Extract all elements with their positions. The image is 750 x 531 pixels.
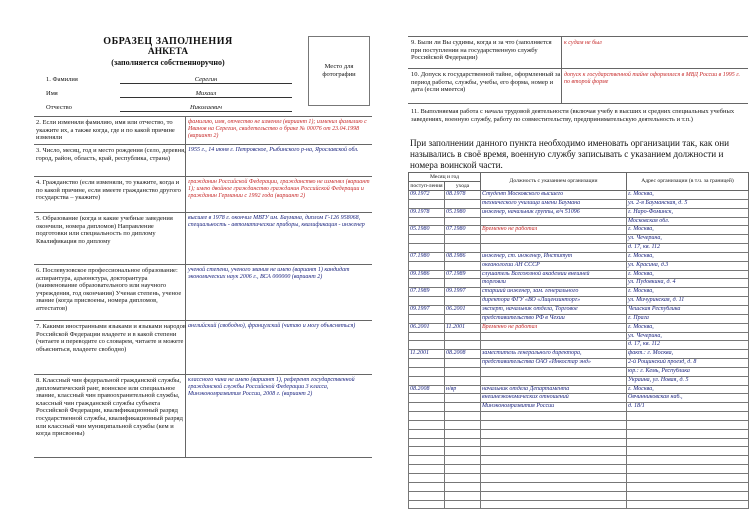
start-date-cell [409, 412, 445, 421]
end-date-cell [445, 420, 481, 429]
position-cell: начальник отдела Департамента [481, 385, 627, 394]
question-answer: допуск к государственной тайне оформлялся в МВД России в 1995 г. по второй форме [564, 72, 741, 86]
position-cell [481, 429, 627, 438]
table-row [409, 500, 749, 509]
start-date-cell [409, 500, 445, 509]
address-cell: г. Москва, [627, 288, 749, 297]
question-education [34, 212, 372, 264]
start-date-cell: 06.2001 [409, 323, 445, 332]
table-row [409, 244, 749, 253]
table-row [409, 341, 749, 350]
position-cell [481, 235, 627, 244]
table-row [409, 482, 749, 491]
address-cell: г. Москва, [627, 385, 749, 394]
patronymic-value: Николаевич [120, 104, 292, 112]
end-date-cell [445, 244, 481, 253]
start-date-cell [409, 244, 445, 253]
end-date-cell [445, 376, 481, 385]
position-cell: океанологии АН СССР [481, 261, 627, 270]
position-cell [481, 456, 627, 465]
end-date-cell [445, 261, 481, 270]
question-work-history: 11. Выполняемая работа с начала трудовой деятельности (включая учебу в высших и средних специальных учебных заведениях, военную службу, работу по совместительству, предпринимательскую деятельность и т.п.) [411, 108, 735, 123]
table-row [409, 279, 749, 288]
end-date-cell [445, 367, 481, 376]
header-end: ухода [445, 182, 481, 191]
question-answer: английский (свободно), французский (читаю и могу объясняться) [188, 323, 356, 329]
end-date-cell [445, 297, 481, 306]
question-name-change [34, 116, 372, 144]
end-date-cell [445, 447, 481, 456]
table-row [409, 456, 749, 465]
end-date-cell [445, 412, 481, 421]
position-cell [481, 367, 627, 376]
patronymic-label: Отчество [46, 104, 72, 111]
address-cell: Московская обл. [627, 217, 749, 226]
end-date-cell [445, 491, 481, 500]
address-cell [627, 456, 749, 465]
position-cell: Минэкономразвития России [481, 403, 627, 412]
table-row [409, 288, 749, 297]
question-postgraduate [34, 264, 372, 320]
form-note: (заполняется собственноручно) [111, 58, 225, 67]
instruction-note: При заполнении данного пункта необходимо именовать организации так, как они назывались в своё время, военную службу записывать с указанием должности и номера воинской части. [410, 138, 730, 170]
table-row [409, 412, 749, 421]
address-cell: Украина, ул. Новая, д. 5 [627, 376, 749, 385]
first-name-value: Михаил [120, 90, 292, 98]
start-date-cell: 09.1972 [409, 191, 445, 200]
address-cell: Овчинниковская наб., [627, 394, 749, 403]
end-date-cell [445, 199, 481, 208]
position-cell [481, 500, 627, 509]
address-cell [627, 420, 749, 429]
address-cell: ул. Чечерина, [627, 235, 749, 244]
position-cell [481, 341, 627, 350]
photo-placeholder: Место для фотографии [308, 36, 370, 106]
question-label: 4. Гражданство (если изменяли, то укажите, когда и по какой причине, если имеете гражданство другого государства – укажите) [36, 179, 181, 202]
start-date-cell [409, 367, 445, 376]
table-row [409, 438, 749, 447]
question-label: 6. Послевузовское профессиональное образование: аспирантура, адъюнктура, докторантура (наименование образовательного или научного учреждения, год окончания) Ученая степень, ученое звание (когда присвоены, номера дипломов, аттестатов) [36, 267, 182, 312]
start-date-cell [409, 465, 445, 474]
address-cell: г. Москва, [627, 191, 749, 200]
table-row [409, 367, 749, 376]
address-cell: г. Москва, [627, 270, 749, 279]
header-start: поступ-ления [410, 182, 443, 189]
table-row [409, 359, 749, 368]
end-date-cell [445, 456, 481, 465]
question-class-rank [34, 374, 372, 458]
start-date-cell [409, 261, 445, 270]
address-cell: г. Москва, [627, 323, 749, 332]
question-label: 9. Были ли Вы судимы, когда и за что (заполняется при поступлении на государственную службу Российской Федерации) [411, 39, 552, 62]
position-cell [481, 465, 627, 474]
table-row [409, 491, 749, 500]
question-label: 2. Если изменяли фамилию, имя или отчество, то укажите их, а также когда, где и по какой причине изменяли [36, 119, 175, 142]
end-date-cell: 07.1989 [445, 270, 481, 279]
start-date-cell: 11.2001 [409, 350, 445, 359]
position-cell: Студент Московского высшего [481, 191, 627, 200]
end-date-cell [445, 314, 481, 323]
position-cell: Временно не работал [481, 226, 627, 235]
position-cell: слушатель Всесоюзной академии внешней [481, 270, 627, 279]
start-date-cell [409, 376, 445, 385]
address-cell [627, 465, 749, 474]
end-date-cell [445, 235, 481, 244]
start-date-cell: 09.1986 [409, 270, 445, 279]
start-date-cell [409, 235, 445, 244]
table-row [409, 394, 749, 403]
end-date-cell [445, 482, 481, 491]
question-answer: ученой степени, ученого звания не имею (вариант 1) кандидат экономических наук 2006 г., ВСА 000000 (вариант 2) [188, 267, 350, 281]
end-date-cell [445, 341, 481, 350]
end-date-cell [445, 403, 481, 412]
start-date-cell [409, 491, 445, 500]
address-cell: ул. Чечерина, [627, 332, 749, 341]
table-row [409, 208, 749, 217]
position-cell [481, 438, 627, 447]
start-date-cell [409, 394, 445, 403]
end-date-cell [445, 394, 481, 403]
start-date-cell [409, 279, 445, 288]
first-name-label: Имя [46, 90, 58, 97]
table-row [409, 235, 749, 244]
address-cell: ул. 2-я Бауманская, д. 5 [627, 199, 749, 208]
question-answer: 1955 г., 14 июня г. Петровское, Рыбинского р-на, Ярославской обл. [188, 147, 359, 153]
address-cell: ул. Пудовкина, д. 4 [627, 279, 749, 288]
question-label: 5. Образование (когда и какие учебные заведения окончили, номера дипломов) Направление подготовки или специальность по диплому Квалификация по диплому [36, 215, 173, 245]
start-date-cell [409, 438, 445, 447]
question-answer: к судам не был [564, 40, 602, 46]
table-row [409, 465, 749, 474]
position-cell: Временно не работал [481, 323, 627, 332]
employment-table [408, 172, 749, 509]
table-row [409, 252, 749, 261]
header-position: Должность с указанием организации [481, 173, 627, 191]
address-cell: ул. Красина, д.3 [627, 261, 749, 270]
question-label: 7. Какими иностранными языками и языками народов Российской Федерации владеете и в какой степени (читаете и переводите со словарем, читаете и можете объясняться, владеете свободно) [36, 323, 186, 353]
table-row [409, 376, 749, 385]
table-row [409, 385, 749, 394]
position-cell [481, 332, 627, 341]
end-date-cell: н/вр [445, 385, 481, 394]
question-label: 10. Допуск к государственной тайне, оформленный за период работы, службы, учебы, его форма, номер и дата (если имеется) [411, 71, 561, 94]
start-date-cell: 09.1997 [409, 305, 445, 314]
position-cell [481, 474, 627, 483]
address-cell [627, 474, 749, 483]
question-clearance [408, 68, 748, 104]
address-cell [627, 491, 749, 500]
end-date-cell: 08.1986 [445, 252, 481, 261]
address-cell [627, 500, 749, 509]
address-cell: 2-й Рощинский проезд, д. 8 [627, 359, 749, 368]
start-date-cell [409, 482, 445, 491]
table-row [409, 420, 749, 429]
table-row [409, 261, 749, 270]
table-row [409, 226, 749, 235]
question-answer: высшее в 1978 г. окончил МВТУ им. Баумана, диплом Г-126 958068, специальность - автоматические приборы, квалификация - инженер [188, 215, 365, 229]
table-row [409, 191, 749, 200]
question-answer: классного чина не имею (вариант 1), референт государственной гражданской службы Российской Федерации 3 класса, Минэкономразвития России, 2008 г. (вариант 2) [188, 377, 355, 398]
employment-rows [409, 191, 749, 509]
position-cell: технического училища имени Баумана [481, 199, 627, 208]
table-row [409, 217, 749, 226]
table-row [409, 332, 749, 341]
question-conviction [408, 36, 748, 68]
address-cell: Чешская Республика [627, 305, 749, 314]
surname-label: 1. Фамилия [46, 76, 78, 83]
question-languages [34, 320, 372, 374]
start-date-cell [409, 217, 445, 226]
table-row [409, 270, 749, 279]
start-date-cell [409, 297, 445, 306]
address-cell: д. 17, кв. 112 [627, 244, 749, 253]
start-date-cell [409, 359, 445, 368]
position-cell [481, 482, 627, 491]
address-cell: д. 18/1 [627, 403, 749, 412]
form-subtitle: АНКЕТА [147, 47, 189, 57]
position-cell [481, 420, 627, 429]
start-date-cell [409, 332, 445, 341]
end-date-cell [445, 359, 481, 368]
position-cell [481, 491, 627, 500]
end-date-cell [445, 332, 481, 341]
start-date-cell [409, 199, 445, 208]
question-label: 3. Число, месяц, год и место рождения (село, деревня, город, район, область, край, республика, страна) [36, 147, 186, 162]
position-cell: заместитель генерального директора, [481, 350, 627, 359]
end-date-cell: 05.1980 [445, 208, 481, 217]
end-date-cell [445, 429, 481, 438]
table-row [409, 447, 749, 456]
position-cell: директора ФГУ «ВО «Лицензинторг» [481, 297, 627, 306]
address-cell [627, 438, 749, 447]
table-row [409, 314, 749, 323]
table-row [409, 305, 749, 314]
address-cell: г. Москва, [627, 226, 749, 235]
start-date-cell: 09.1978 [409, 208, 445, 217]
question-label: 8. Классный чин федеральной гражданской службы, дипломатический ранг, воинское или специальное звание, классный чин правоохранительной службы, классный чин гражданской службы субъекта Российской Федерации, квалификационный разряд государственной службы, квалификационный разряд или классный чин муниципальной службы (кем и когда присвоены) [36, 377, 183, 438]
start-date-cell [409, 447, 445, 456]
position-cell: инженер, ст. инженер, Институт [481, 252, 627, 261]
end-date-cell [445, 217, 481, 226]
position-cell: представительства ОАО «Инкостар энд» [481, 359, 627, 368]
question-birth [34, 144, 372, 176]
start-date-cell: 05.1980 [409, 226, 445, 235]
question-answer: гражданин Российской Федерации, гражданство не изменял (вариант 1); имею двойное гражданство гражданин Российской Федерации и гражданин Германии с 1992 года (вариант 2) [188, 179, 370, 200]
end-date-cell: 07.1980 [445, 226, 481, 235]
position-cell: представительство РФ в Чехии [481, 314, 627, 323]
position-cell [481, 217, 627, 226]
position-cell [481, 447, 627, 456]
position-cell: эксперт, начальник отдела, Торговое [481, 305, 627, 314]
address-cell: факт.: г. Москва, [627, 350, 749, 359]
surname-value: Серегин [120, 76, 292, 84]
address-cell: ул. Мичуринская, д. 11 [627, 297, 749, 306]
address-cell [627, 482, 749, 491]
start-date-cell [409, 314, 445, 323]
end-date-cell: 08.2008 [445, 350, 481, 359]
address-cell: г. Москва, [627, 252, 749, 261]
start-date-cell [409, 456, 445, 465]
address-cell: г. Наро-Фоминск, [627, 208, 749, 217]
question-answer: фамилию, имя, отчество не изменял (вариант 1); изменил фамилию с Иванов на Серегин, свидетельство о браке № 00076 от 23.04.1998 (вариант 2) [188, 119, 367, 140]
start-date-cell: 07.1980 [409, 252, 445, 261]
start-date-cell [409, 341, 445, 350]
end-date-cell: 09.1997 [445, 288, 481, 297]
start-date-cell: 08.2008 [409, 385, 445, 394]
address-cell: юр.: г. Кемь, Республика [627, 367, 749, 376]
table-row [409, 350, 749, 359]
position-cell: старший инженер, зам. генерального [481, 288, 627, 297]
table-row [409, 429, 749, 438]
address-cell: д. 17, кв. 112 [627, 341, 749, 350]
end-date-cell: 08.1978 [445, 191, 481, 200]
start-date-cell [409, 403, 445, 412]
address-cell [627, 412, 749, 421]
table-row [409, 323, 749, 332]
end-date-cell [445, 500, 481, 509]
position-cell: торговли [481, 279, 627, 288]
start-date-cell [409, 429, 445, 438]
question-citizenship [34, 176, 372, 212]
form-title: ОБРАЗЕЦ ЗАПОЛНЕНИЯ [103, 36, 233, 47]
table-row [409, 297, 749, 306]
address-cell [627, 447, 749, 456]
start-date-cell [409, 474, 445, 483]
end-date-cell: 06.2001 [445, 305, 481, 314]
position-cell [481, 376, 627, 385]
position-cell: внешнеэкономических отношений [481, 394, 627, 403]
address-cell [627, 429, 749, 438]
header-month-year: Месяц и год [409, 173, 481, 182]
start-date-cell [409, 420, 445, 429]
end-date-cell [445, 438, 481, 447]
end-date-cell [445, 474, 481, 483]
header-address: Адрес организации (в т.ч. за границей) [627, 173, 749, 191]
end-date-cell: 11.2001 [445, 323, 481, 332]
position-cell [481, 412, 627, 421]
position-cell [481, 244, 627, 253]
start-date-cell: 07.1989 [409, 288, 445, 297]
end-date-cell [445, 465, 481, 474]
position-cell: инженер, начальник группы, в/ч 51096 [481, 208, 627, 217]
address-cell: г. Прага [627, 314, 749, 323]
end-date-cell [445, 279, 481, 288]
table-row [409, 474, 749, 483]
table-row [409, 199, 749, 208]
table-row [409, 403, 749, 412]
